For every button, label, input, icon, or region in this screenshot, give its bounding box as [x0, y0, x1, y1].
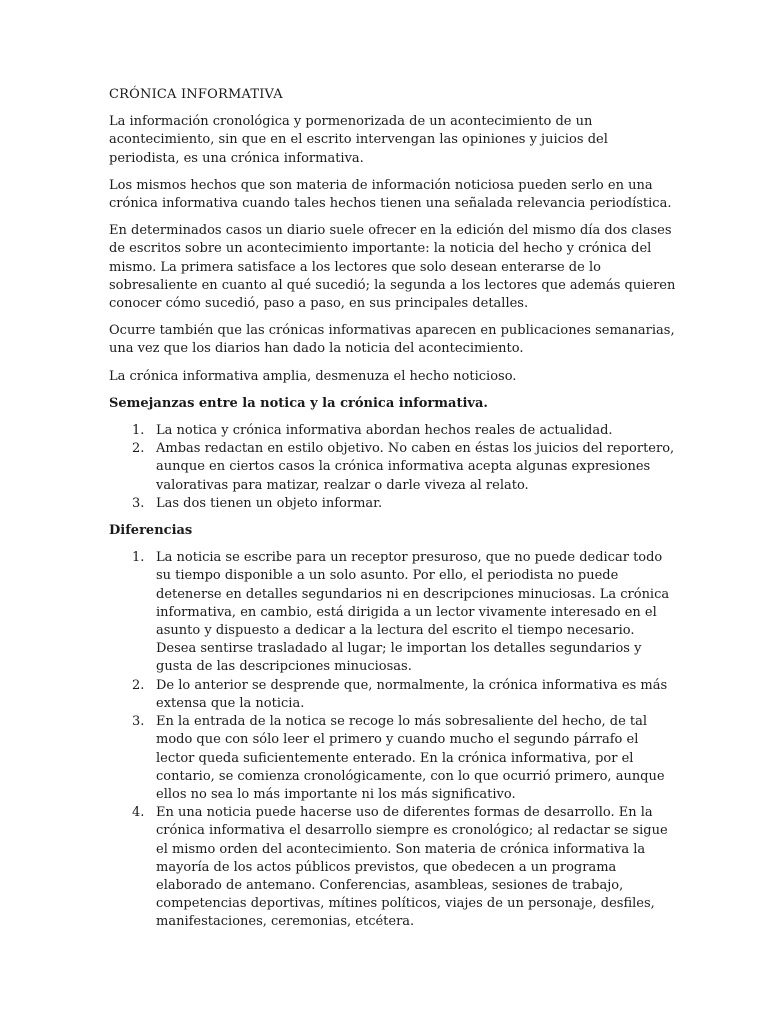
list-item-text: Las dos tienen un objeto informar. — [156, 495, 383, 511]
list-item-number: 4. — [132, 805, 145, 821]
document-title: CRÓNICA INFORMATIVA — [109, 87, 283, 102]
list-item — [109, 495, 677, 513]
list-item — [109, 422, 677, 440]
list-item — [109, 804, 677, 931]
paragraph-definition: La información cronológica y pormenorizada de un acontecimiento de un acontecimiento, sin que en el escrito intervengan las opiniones y juicios del periodista, es una crónica informativa. — [109, 114, 608, 166]
list-item-number: 1. — [132, 550, 145, 566]
differences-list — [109, 549, 677, 931]
differences-heading: Diferencias — [109, 523, 193, 539]
list-item-number: 3. — [132, 714, 145, 730]
list-item-number: 1. — [132, 423, 145, 439]
list-item — [109, 440, 677, 495]
paragraph-weekly-publications: Ocurre también que las crónicas informativas aparecen en publicaciones semanarias, una vez que los diarios han dado la noticia del acontecimiento. — [109, 323, 675, 357]
paragraph-relevance: Los mismos hechos que son materia de información noticiosa pueden serlo en una crónica informativa cuando tales hechos tienen una señalada relevancia periodística. — [109, 177, 672, 212]
document-page — [109, 86, 677, 941]
list-item-number: 3. — [132, 495, 145, 511]
list-item-text: La notica y crónica informativa abordan hechos reales de actualidad. — [156, 423, 613, 439]
list-item-text: Ambas redactan en estilo objetivo. No caben en éstas los juicios del reportero, aunque en ciertos casos la crónica informativa acepta algunas expresiones valorativas para matizar, realzar o darle viveza al relato. — [156, 441, 675, 493]
list-item — [109, 713, 677, 804]
list-item-text: En una noticia puede hacerse uso de diferentes formas de desarrollo. En la crónica informativa el desarrollo siempre es cronológico; al redactar se sigue el mismo orden del acontecimiento. Son materia de crónica informativa la mayoría de los actos públicos previstos, que obedecen a un programa elaborado de antemano. Conferencias, asambleas, sesiones de trabajo, competencias deportivas, mítines políticos, viajes de un personaje, desfiles, manifestaciones, ceremonias, etcétera. — [156, 805, 668, 930]
similarities-heading: Semejanzas entre la notica y la crónica informativa. — [109, 395, 488, 411]
list-item — [109, 677, 677, 713]
list-item-number: 2. — [132, 677, 145, 693]
paragraph-two-writings: En determinados casos un diario suele ofrecer en la edición del mismo día dos clases de escritos sobre un acontecimiento importante: la noticia del hecho y crónica del mismo. La primera satisface a los lectores que solo desean enterarse de lo sobresaliente en cuanto al qué sucedió; la segunda a los lectores que además quieren conocer cómo sucedió, paso a paso, en sus principales detalles. — [109, 223, 676, 312]
list-item-text: En la entrada de la notica se recoge lo más sobresaliente del hecho, de tal modo que con sólo leer el primero y cuando mucho el segundo párrafo el lector queda suficientemente enterado. En la crónica informativa, por el contario, se comienza cronológicamente, con lo que ocurrió primero, aunque ellos no sea lo más importante ni los más significativo. — [156, 714, 665, 802]
similarities-list — [109, 422, 677, 513]
paragraph-amplifies: La crónica informativa amplia, desmenuza el hecho noticioso. — [109, 368, 517, 384]
list-item-text: La noticia se escribe para un receptor presuroso, que no puede dedicar todo su tiempo disponible a un solo asunto. Por ello, el periodista no puede detenerse en detalles segundarios ni en descripciones minuciosas. La crónica informativa, en cambio, está dirigida a un lector vivamente interesado en el asunto y dispuesto a dedicar a la lectura del escrito el tiempo necesario. Desea sentirse trasladado al lugar; le importan los detalles segundarios y gusta de las descripciones minuciosas. — [156, 550, 670, 675]
list-item-number: 2. — [132, 441, 145, 457]
list-item-text: De lo anterior se desprende que, normalmente, la crónica informativa es más extensa que la noticia. — [156, 677, 668, 711]
list-item — [109, 549, 677, 676]
